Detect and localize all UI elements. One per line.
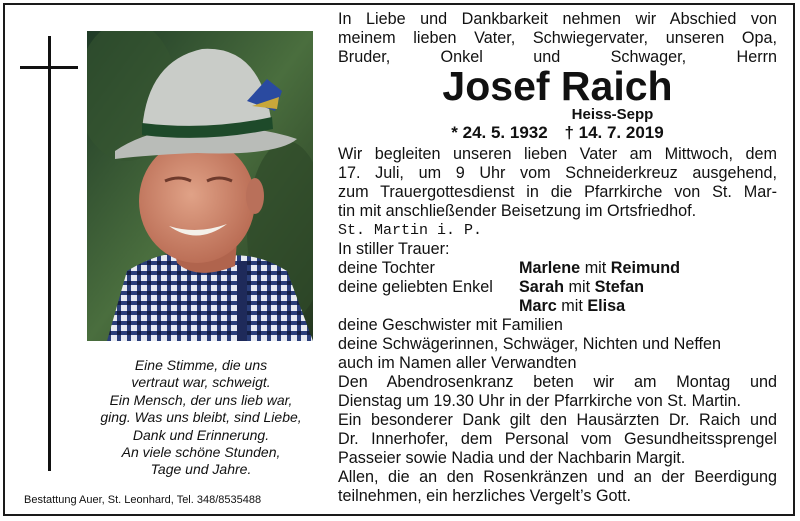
quote-line: An viele schöne Stunden, — [121, 444, 281, 461]
intro-line: Bruder, Onkel und Schwager, Herrn — [338, 48, 777, 66]
thanks-line: Allen, die an den Rosenkränzen und an der Beerdigung — [338, 468, 777, 486]
family-row-daughter — [338, 259, 777, 278]
cross-icon-vertical — [48, 36, 51, 471]
memorial-quote — [90, 357, 312, 479]
family-connector: mit — [568, 278, 591, 296]
funeral-line: Wir begleiten unseren lieben Vater am Mittwoch, dem — [338, 145, 777, 163]
cross-icon-horizontal — [20, 66, 78, 69]
quote-line: ging. Was uns bleibt, sind Liebe, — [100, 409, 302, 426]
quote-line: Tage und Jahre. — [150, 461, 252, 478]
deceased-name: Josef Raich — [442, 63, 673, 109]
quote-line: Dank und Erinnerung. — [132, 426, 270, 443]
family-member: Marlene — [519, 259, 581, 277]
quote-line: Eine Stimme, die uns — [134, 357, 268, 373]
death-date: † 14. 7. 2019 — [564, 123, 664, 142]
portrait-illustration — [87, 31, 313, 341]
relatives-line: auch im Namen aller Verwandten — [338, 354, 577, 372]
thanks-line: teilnehmen, ein herzliches Vergelt’s Gott. — [338, 487, 632, 505]
relatives-line: deine Schwägerinnen, Schwäger, Nichten und Neffen — [338, 335, 722, 353]
family-member: Elisa — [587, 297, 626, 315]
funeral-line: zum Trauergottesdienst in die Pfarrkirche von St. Mar- — [338, 183, 777, 201]
portrait-photo — [87, 31, 313, 341]
funeral-line: 17. Juli, um 9 Uhr vom Schneiderkreuz ausgehend, — [338, 164, 777, 182]
nickname: Heiss-Sepp — [571, 106, 654, 123]
rosary-line: Den Abendrosenkranz beten wir am Montag und — [338, 373, 777, 391]
life-dates — [338, 123, 777, 143]
mourning-intro: In stiller Trauer: — [338, 240, 450, 258]
quote-line: Ein Mensch, der uns lieb war, — [109, 391, 293, 408]
family-member: Marc — [519, 297, 557, 315]
family-connector: mit — [561, 297, 583, 315]
family-member: Stefan — [594, 278, 645, 296]
family-row-grandchildren-2 — [338, 297, 777, 316]
family-label: deine Tochter — [338, 259, 435, 277]
family-member: Reimund — [610, 259, 681, 277]
funeral-home-footer: Bestattung Auer, St. Leonhard, Tel. 348/8535488 — [24, 494, 262, 506]
relatives-line: deine Geschwister mit Familien — [338, 316, 563, 334]
family-row-grandchildren — [338, 278, 777, 297]
quote-line: vertraut war, schweigt. — [131, 374, 271, 391]
intro-line: In Liebe und Dankbarkeit nehmen wir Abschied von — [338, 10, 777, 28]
thanks-line: Ein besonderer Dank gilt den Hausärzten Dr. Raich und — [338, 411, 777, 429]
rosary-line: Dienstag um 19.30 Uhr in der Pfarrkirche von St. Martin. — [338, 392, 742, 410]
birth-date: * 24. 5. 1932 — [451, 123, 548, 142]
family-connector: mit — [584, 259, 607, 277]
thanks-line: Passeier sowie Nadia und der Nachbarin Margit. — [338, 449, 686, 467]
funeral-line: tin mit anschließender Beisetzung im Ortsfriedhof. — [338, 202, 697, 220]
thanks-line: Dr. Innerhofer, dem Personal vom Gesundheitssprengel — [338, 430, 777, 448]
family-member: Sarah — [519, 278, 564, 296]
intro-line: meinem lieben Vater, Schwiegervater, unseren Opa, — [338, 29, 777, 47]
place: St. Martin i. P. — [338, 222, 483, 239]
family-label: deine geliebten Enkel — [338, 278, 493, 296]
obituary-text — [338, 10, 777, 506]
